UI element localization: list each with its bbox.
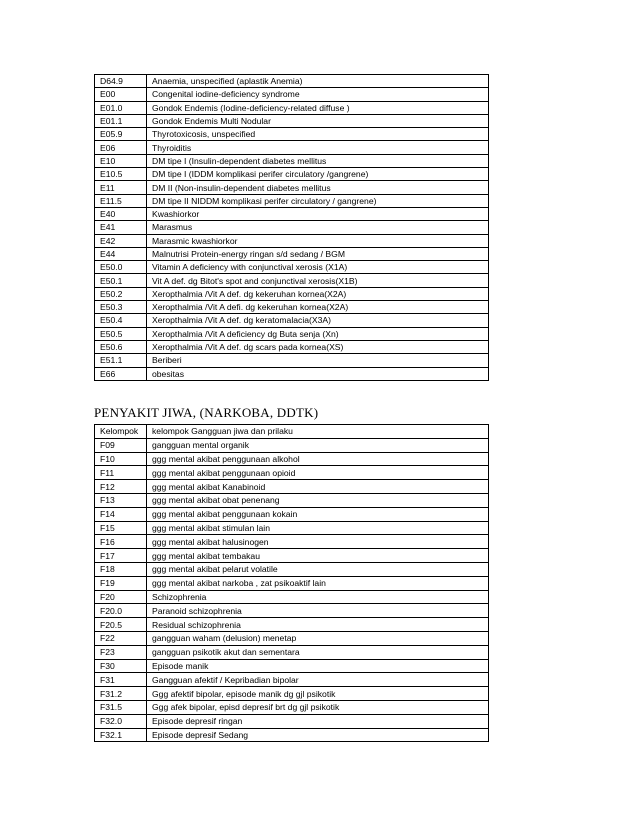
table-body: [95, 425, 489, 742]
table-row: [95, 101, 489, 114]
diagnosis-cell: gangguan waham (delusion) menetap: [147, 631, 489, 645]
table-row: [95, 181, 489, 194]
icd-code-table-endocrine: [94, 74, 489, 381]
diagnosis-cell: ggg mental akibat obat penenang: [147, 493, 489, 507]
diagnosis-cell: ggg mental akibat narkoba , zat psikoaktif lain: [147, 576, 489, 590]
diagnosis-cell: ggg mental akibat halusinogen: [147, 535, 489, 549]
icd-code-cell: F15: [95, 521, 147, 535]
icd-code-cell: D64.9: [95, 75, 147, 88]
icd-code-cell: F30: [95, 659, 147, 673]
table-row: [95, 261, 489, 274]
diagnosis-cell: DM II (Non-insulin-dependent diabetes mellitus: [147, 181, 489, 194]
icd-code-cell: E41: [95, 221, 147, 234]
table-row: [95, 88, 489, 101]
icd-code-cell: F09: [95, 438, 147, 452]
diagnosis-cell: Vitamin A deficiency with conjunctival xerosis (X1A): [147, 261, 489, 274]
table-row: [95, 367, 489, 380]
icd-code-cell: E10.5: [95, 168, 147, 181]
table-row: [95, 141, 489, 154]
diagnosis-cell: Ggg afek bipolar, episd depresif brt dg gjl psikotik: [147, 700, 489, 714]
table-row: [95, 604, 489, 618]
icd-code-cell: E01.1: [95, 114, 147, 127]
diagnosis-cell: obesitas: [147, 367, 489, 380]
icd-code-cell: F31.2: [95, 687, 147, 701]
diagnosis-cell: Episode manik: [147, 659, 489, 673]
table-row: [95, 673, 489, 687]
icd-code-cell: F32.1: [95, 728, 147, 742]
diagnosis-cell: Paranoid schizophrenia: [147, 604, 489, 618]
diagnosis-cell: Xeropthalmia /Vit A def. dg scars pada kornea(XS): [147, 340, 489, 353]
icd-code-cell: F18: [95, 562, 147, 576]
icd-code-cell: F23: [95, 645, 147, 659]
icd-code-cell: E66: [95, 367, 147, 380]
table-row: [95, 631, 489, 645]
icd-code-table-mental-health: [94, 424, 489, 742]
diagnosis-cell: ggg mental akibat stimulan lain: [147, 521, 489, 535]
table-row: [95, 576, 489, 590]
diagnosis-cell: Ggg afektif bipolar, episode manik dg gjl psikotik: [147, 687, 489, 701]
icd-code-cell: E50.1: [95, 274, 147, 287]
icd-code-cell: E10: [95, 154, 147, 167]
section-heading-mental-health: PENYAKIT JIWA, (NARKOBA, DDTK): [94, 405, 319, 420]
table-row: [95, 521, 489, 535]
table-row: [95, 659, 489, 673]
diagnosis-cell: Thyroiditis: [147, 141, 489, 154]
icd-code-cell: F22: [95, 631, 147, 645]
table-row: [95, 154, 489, 167]
diagnosis-cell: ggg mental akibat penggunaan opioid: [147, 466, 489, 480]
table-row: [95, 590, 489, 604]
icd-code-cell: F20.5: [95, 618, 147, 632]
icd-code-cell: E40: [95, 207, 147, 220]
table-row: [95, 645, 489, 659]
diagnosis-cell: Thyrotoxicosis, unspecified: [147, 128, 489, 141]
diagnosis-cell: DM tipe I (Insulin-dependent diabetes mellitus: [147, 154, 489, 167]
table-row: [95, 114, 489, 127]
diagnosis-cell: ggg mental akibat penggunaan kokain: [147, 507, 489, 521]
table-row: [95, 700, 489, 714]
diagnosis-cell: Gondok Endemis Multi Nodular: [147, 114, 489, 127]
diagnosis-cell: ggg mental akibat tembakau: [147, 549, 489, 563]
table-row: [95, 562, 489, 576]
table-row: [95, 438, 489, 452]
diagnosis-cell: gangguan psikotik akut dan sementara: [147, 645, 489, 659]
diagnosis-cell: Gangguan afektif / Kepribadian bipolar: [147, 673, 489, 687]
diagnosis-cell: Kwashiorkor: [147, 207, 489, 220]
icd-code-cell: E00: [95, 88, 147, 101]
diagnosis-cell: DM tipe II NIDDM komplikasi perifer circulatory / gangrene): [147, 194, 489, 207]
table-row: [95, 493, 489, 507]
table-row: [95, 466, 489, 480]
diagnosis-cell: Episode depresif ringan: [147, 714, 489, 728]
table-row: [95, 301, 489, 314]
icd-code-cell: E50.3: [95, 301, 147, 314]
diagnosis-cell: ggg mental akibat pelarut volatile: [147, 562, 489, 576]
table-row: [95, 221, 489, 234]
diagnosis-cell: Xeropthalmia /Vit A defi. dg kekeruhan kornea(X2A): [147, 301, 489, 314]
diagnosis-cell: Marasmus: [147, 221, 489, 234]
table-row: [95, 714, 489, 728]
diagnosis-cell: Malnutrisi Protein-energy ringan s/d sedang / BGM: [147, 247, 489, 260]
diagnosis-cell: Gondok Endemis (Iodine-deficiency-related diffuse ): [147, 101, 489, 114]
icd-code-cell: F20.0: [95, 604, 147, 618]
diagnosis-cell: Anaemia, unspecified (aplastik Anemia): [147, 75, 489, 88]
icd-code-cell: E11: [95, 181, 147, 194]
table-row: [95, 549, 489, 563]
diagnosis-cell: Beriberi: [147, 354, 489, 367]
table-row: [95, 234, 489, 247]
icd-code-cell: E05.9: [95, 128, 147, 141]
icd-code-cell: E50.0: [95, 261, 147, 274]
table-row: [95, 207, 489, 220]
icd-code-cell: F31: [95, 673, 147, 687]
table-body: [95, 75, 489, 381]
diagnosis-cell: Vit A def. dg Bitot's spot and conjunctival xerosis(X1B): [147, 274, 489, 287]
table-row: [95, 354, 489, 367]
diagnosis-cell: ggg mental akibat Kanabinoid: [147, 480, 489, 494]
table-row: [95, 314, 489, 327]
table-row: [95, 247, 489, 260]
icd-code-cell: F32.0: [95, 714, 147, 728]
diagnosis-cell: Congenital iodine-deficiency syndrome: [147, 88, 489, 101]
table-header-row: [95, 425, 489, 439]
icd-code-cell: E50.6: [95, 340, 147, 353]
diagnosis-cell: DM tipe I (IDDM komplikasi perifer circulatory /gangrene): [147, 168, 489, 181]
table-row: [95, 507, 489, 521]
icd-code-cell: F11: [95, 466, 147, 480]
table-row: [95, 480, 489, 494]
table-row: [95, 687, 489, 701]
table-row: [95, 452, 489, 466]
diagnosis-cell: Xeropthalmia /Vit A def. dg kekeruhan kornea(X2A): [147, 287, 489, 300]
icd-code-cell: F10: [95, 452, 147, 466]
icd-code-cell: E51.1: [95, 354, 147, 367]
diagnosis-cell: Schizophrenia: [147, 590, 489, 604]
icd-code-cell: F12: [95, 480, 147, 494]
icd-code-cell: E50.5: [95, 327, 147, 340]
table-row: [95, 618, 489, 632]
icd-code-cell: E11.5: [95, 194, 147, 207]
icd-code-cell: E44: [95, 247, 147, 260]
icd-code-cell: E06: [95, 141, 147, 154]
icd-code-cell: F17: [95, 549, 147, 563]
table-row: [95, 168, 489, 181]
diagnosis-cell: Marasmic kwashiorkor: [147, 234, 489, 247]
diagnosis-cell: Episode depresif Sedang: [147, 728, 489, 742]
icd-code-cell: E42: [95, 234, 147, 247]
icd-code-cell: F19: [95, 576, 147, 590]
diagnosis-cell: ggg mental akibat penggunaan alkohol: [147, 452, 489, 466]
icd-code-cell: F31.5: [95, 700, 147, 714]
table-row: [95, 75, 489, 88]
icd-code-cell: E50.2: [95, 287, 147, 300]
table-row: [95, 287, 489, 300]
diagnosis-cell: gangguan mental organik: [147, 438, 489, 452]
diagnosis-cell: Xeropthalmia /Vit A def. dg keratomalacia(X3A): [147, 314, 489, 327]
table-row: [95, 194, 489, 207]
icd-code-cell: F16: [95, 535, 147, 549]
icd-code-cell: E50.4: [95, 314, 147, 327]
diagnosis-cell: Residual schizophrenia: [147, 618, 489, 632]
icd-code-cell: E01.0: [95, 101, 147, 114]
icd-code-cell: F20: [95, 590, 147, 604]
table-row: [95, 340, 489, 353]
header-cell-group: Kelompok: [95, 425, 147, 439]
icd-code-cell: F14: [95, 507, 147, 521]
table-row: [95, 728, 489, 742]
table-row: [95, 327, 489, 340]
table-row: [95, 274, 489, 287]
diagnosis-cell: Xeropthalmia /Vit A deficiency dg Buta senja (Xn): [147, 327, 489, 340]
table-row: [95, 128, 489, 141]
header-cell-description: kelompok Gangguan jiwa dan prilaku: [147, 425, 489, 439]
table-row: [95, 535, 489, 549]
icd-code-cell: F13: [95, 493, 147, 507]
